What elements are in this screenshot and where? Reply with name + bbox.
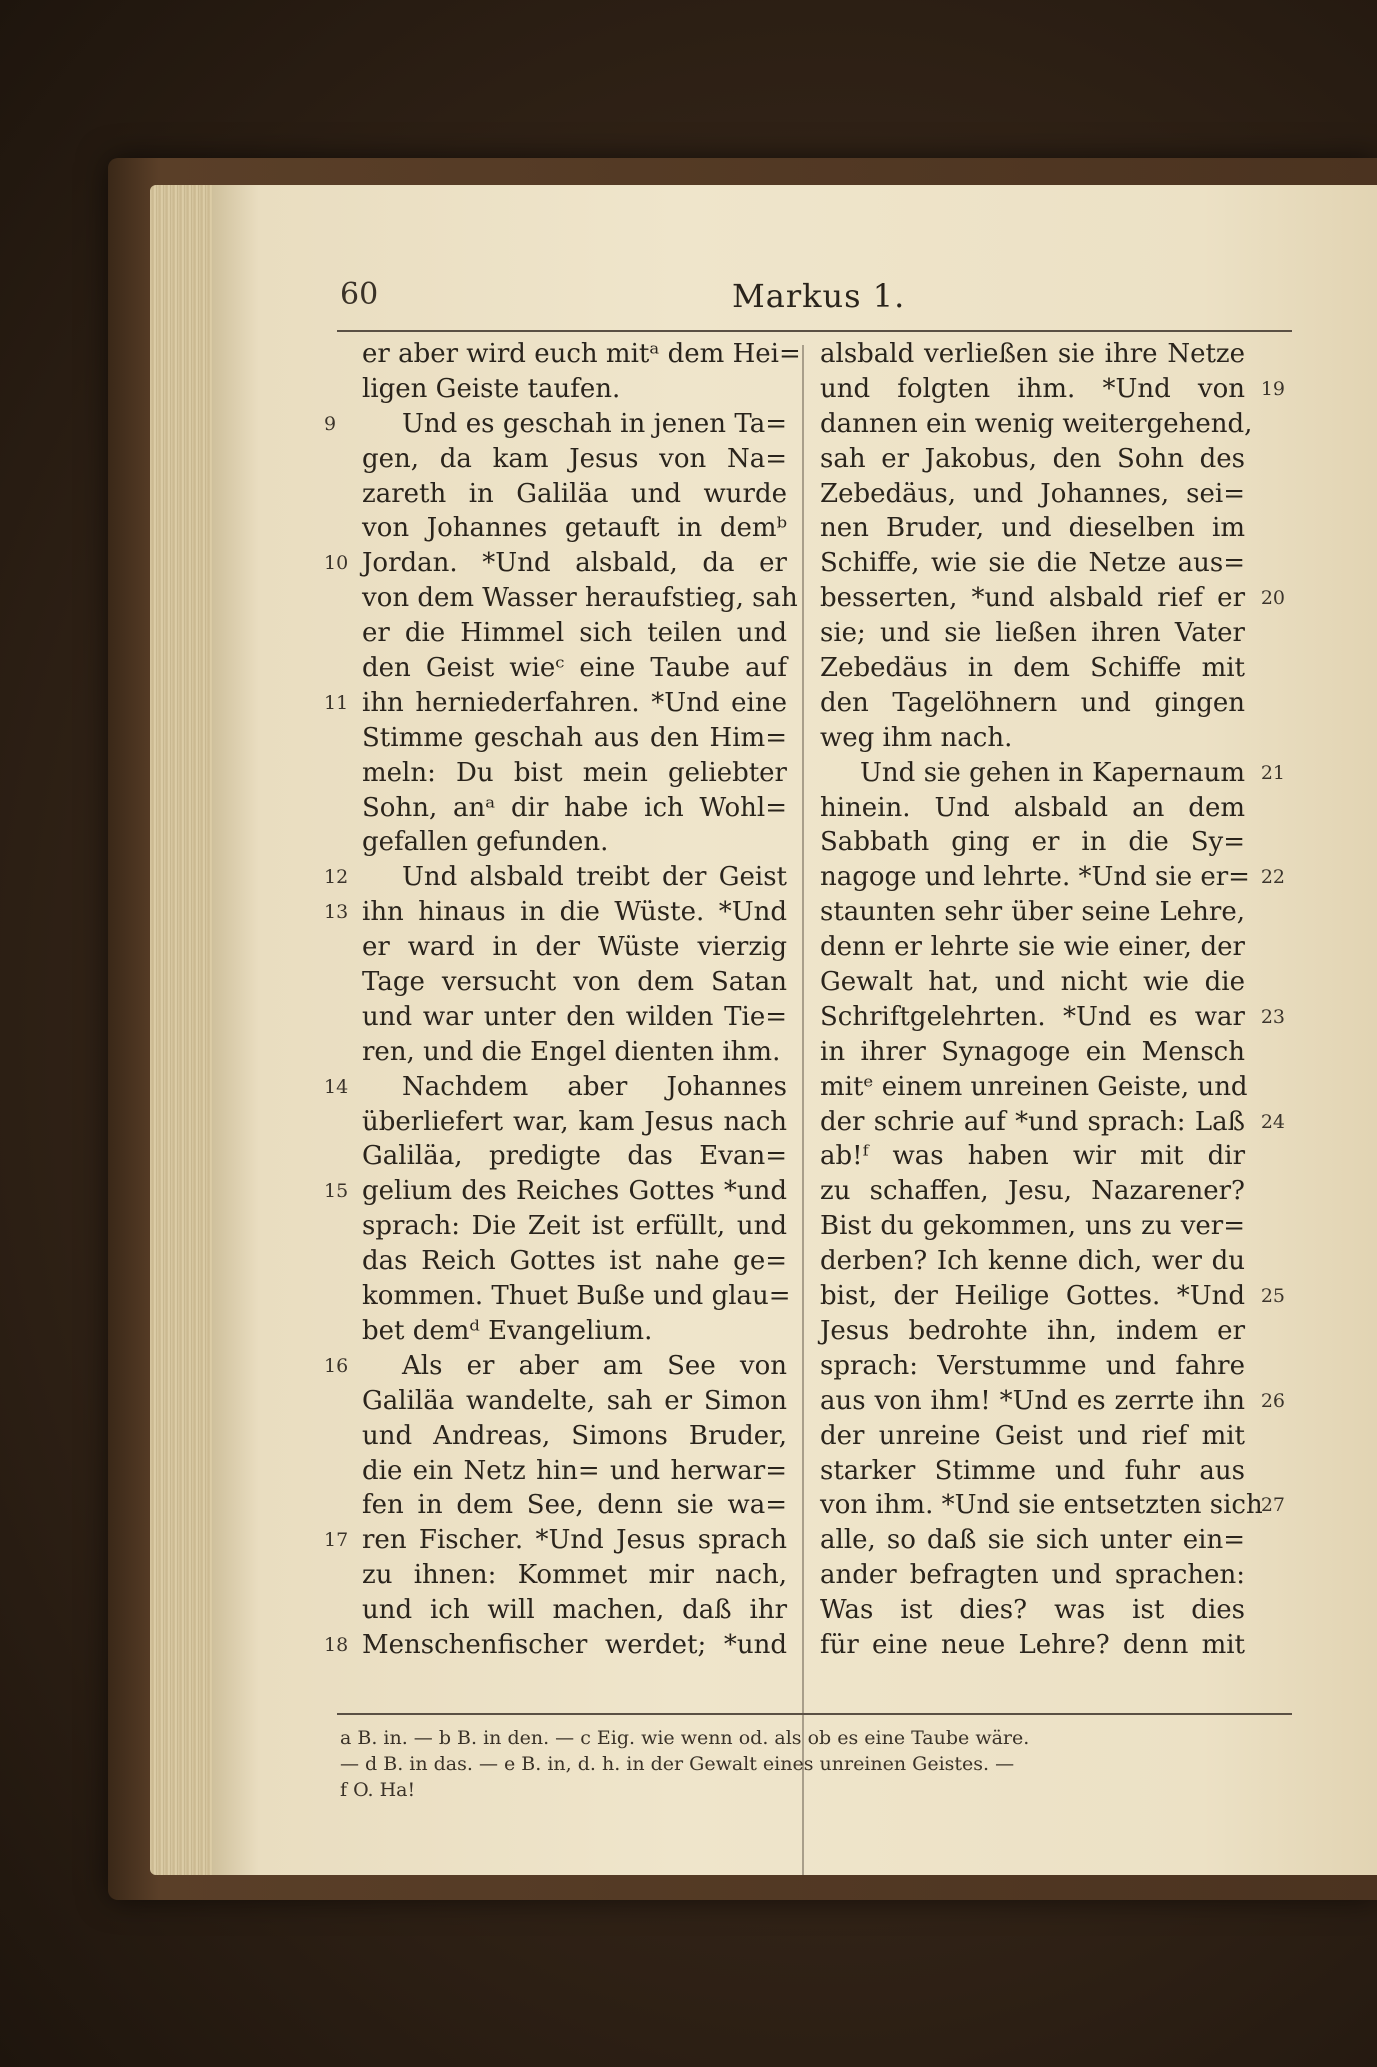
verse-number: 22	[1260, 866, 1285, 889]
text-line	[820, 791, 1245, 826]
line-text: ihn herniederfahren. *Und eine	[362, 687, 787, 718]
verse-number: 16	[324, 1354, 349, 1377]
running-head	[212, 277, 1292, 327]
text-line	[324, 1174, 787, 1209]
footnote-rule	[337, 1713, 1292, 1715]
text-line	[820, 511, 1245, 546]
left-column	[324, 337, 801, 1663]
verse-number: 11	[324, 691, 349, 714]
line-text: Sohn, anᵃ dir habe ich Wohl=	[362, 792, 787, 823]
verse-number: 23	[1260, 1005, 1285, 1028]
text-line	[362, 616, 787, 651]
line-text: die ein Netz hin= und herwar=	[362, 1455, 787, 1486]
line-text: Und sie gehen in Kapernaum	[860, 757, 1245, 788]
line-text: den Geist wieᶜ eine Taube auf	[362, 653, 787, 684]
line-text: nagoge und lehrte. *Und sie er=	[820, 862, 1250, 893]
line-text: von ihm. *Und sie entsetzten sich	[820, 1490, 1263, 1521]
book-page	[212, 185, 1377, 1875]
text-line	[362, 965, 787, 1000]
text-line	[820, 1105, 1285, 1140]
verse-number: 13	[324, 901, 349, 924]
text-line	[362, 651, 787, 686]
verse-number: 14	[324, 1075, 349, 1098]
line-text: Jesus bedrohte ihn, indem er	[820, 1315, 1245, 1346]
text-line	[362, 511, 787, 546]
verse-number: 25	[1260, 1285, 1285, 1308]
text-line	[324, 1523, 787, 1558]
text-line	[362, 825, 787, 860]
line-text: und Andreas, Simons Bruder,	[362, 1420, 787, 1451]
line-text: Tage versucht von dem Satan	[362, 967, 787, 998]
line-text: nen Bruder, und dieselben im	[820, 513, 1245, 544]
text-line	[820, 1279, 1285, 1314]
text-line	[820, 372, 1285, 407]
text-line	[820, 1070, 1248, 1105]
text-line	[362, 791, 787, 826]
text-line	[820, 860, 1285, 895]
line-text: weg ihm nach.	[820, 722, 1013, 753]
text-line	[820, 1174, 1245, 1209]
page-edges	[150, 185, 220, 1875]
line-text: mitᵉ einem unreinen Geiste, und	[820, 1071, 1248, 1102]
text-line	[820, 1593, 1245, 1628]
footnotes	[340, 1725, 1295, 1803]
line-text: ander befragten und sprachen:	[820, 1560, 1245, 1591]
text-line	[820, 1628, 1245, 1663]
line-text: den Tagelöhnern und gingen	[820, 687, 1245, 718]
line-text: Schriftgelehrten. *Und es war	[820, 1001, 1245, 1032]
text-line	[362, 1000, 787, 1035]
line-text: meln: Du bist mein geliebter	[362, 757, 787, 788]
verse-number: 18	[324, 1633, 349, 1656]
line-text: ren, und die Engel dienten ihm.	[362, 1036, 781, 1067]
line-text: staunten sehr über seine Lehre,	[820, 897, 1245, 928]
line-text: zu schaffen, Jesu, Nazarener?	[820, 1176, 1245, 1207]
line-text: Gewalt hat, und nicht wie die	[820, 967, 1245, 998]
line-text: ligen Geiste taufen.	[362, 373, 621, 404]
line-text: gelium des Reiches Gottes *und	[362, 1176, 787, 1207]
text-line	[362, 1035, 787, 1070]
right-column	[820, 337, 1285, 1663]
line-text: für eine neue Lehre? denn mit	[820, 1629, 1245, 1660]
text-line	[820, 1419, 1245, 1454]
line-text: bet demᵈ Evangelium.	[362, 1315, 653, 1346]
verse-number: 20	[1260, 587, 1285, 610]
line-text: Und es geschah in jenen Ta=	[402, 408, 787, 439]
line-text: starker Stimme und fuhr aus	[820, 1455, 1245, 1486]
line-text: ihn hinaus in die Wüste. *Und	[362, 897, 787, 928]
text-line	[324, 860, 787, 895]
line-text: sprach: Die Zeit ist erfüllt, und	[362, 1211, 787, 1242]
line-text: Menschenfischer werdet; *und	[362, 1629, 787, 1660]
line-text: zu ihnen: Kommet mir nach,	[362, 1560, 787, 1591]
line-text: er aber wird euch mitᵃ dem Hei=	[362, 339, 801, 369]
line-text: und ich will machen, daß ihr	[362, 1595, 787, 1626]
text-line	[324, 1070, 787, 1105]
text-line	[820, 1488, 1285, 1523]
line-text: Und alsbald treibt der Geist	[402, 862, 787, 893]
running-title: Markus 1.	[732, 277, 906, 315]
text-line	[362, 721, 787, 756]
text-line	[324, 895, 787, 930]
text-line	[820, 1314, 1245, 1349]
text-line	[362, 756, 787, 791]
line-text: Sabbath ging er in die Sy=	[820, 827, 1245, 858]
text-line	[820, 1000, 1285, 1035]
text-line	[362, 1419, 787, 1454]
line-text: er ward in der Wüste vierzig	[362, 932, 787, 963]
text-line	[324, 686, 787, 721]
line-text: Was ist dies? was ist dies	[820, 1595, 1245, 1626]
line-text: er die Himmel sich teilen und	[362, 618, 787, 649]
text-line	[820, 1523, 1245, 1558]
line-text: der unreine Geist und rief mit	[820, 1420, 1245, 1451]
verse-number: 9	[324, 412, 337, 435]
text-line	[820, 407, 1253, 442]
line-text: und folgten ihm. *Und von	[820, 373, 1245, 404]
verse-number: 17	[324, 1529, 349, 1552]
text-line	[362, 1314, 787, 1349]
line-text: alsbald verließen sie ihre Netze	[820, 339, 1245, 369]
text-line	[362, 1279, 791, 1314]
text-line	[362, 337, 801, 372]
text-line	[820, 965, 1245, 1000]
text-line	[362, 1593, 787, 1628]
text-line	[362, 581, 798, 616]
line-text: Galiläa wandelte, sah er Simon	[362, 1385, 787, 1416]
text-line	[820, 581, 1285, 616]
line-text: Galiläa, predigte das Evan=	[362, 1141, 787, 1172]
text-line	[820, 825, 1245, 860]
line-text: besserten, *und alsbald rief er	[820, 583, 1245, 614]
text-line	[820, 1139, 1245, 1174]
verse-number: 19	[1260, 377, 1285, 400]
text-line	[820, 1035, 1245, 1070]
text-line	[820, 1209, 1245, 1244]
text-line	[820, 1454, 1245, 1489]
line-text: hinein. Und alsbald an dem	[820, 792, 1245, 823]
text-line	[820, 651, 1245, 686]
text-line	[362, 1244, 787, 1279]
text-line	[820, 1558, 1245, 1593]
line-text: dannen ein wenig weitergehend,	[820, 408, 1253, 439]
line-text: und war unter den wilden Tie=	[362, 1001, 787, 1032]
text-line	[362, 1105, 787, 1140]
text-line	[820, 686, 1245, 721]
text-line	[820, 756, 1285, 791]
line-text: überliefert war, kam Jesus nach	[362, 1106, 787, 1137]
text-line	[362, 442, 787, 477]
text-line	[362, 477, 787, 512]
line-text: alle, so daß sie sich unter ein=	[820, 1525, 1245, 1556]
text-line	[820, 1244, 1245, 1279]
page-number: 60	[340, 277, 379, 312]
text-line	[820, 337, 1245, 372]
text-line	[362, 372, 787, 407]
line-text: Schiffe, wie sie die Netze aus=	[820, 548, 1245, 579]
line-text: das Reich Gottes ist nahe ge=	[362, 1246, 787, 1277]
verse-number: 10	[324, 552, 349, 575]
text-line	[362, 1558, 787, 1593]
text-line	[362, 1488, 787, 1523]
verse-number: 26	[1260, 1389, 1285, 1412]
line-text: sah er Jakobus, den Sohn des	[820, 443, 1245, 474]
line-text: fen in dem See, denn sie wa=	[362, 1490, 787, 1521]
line-text: kommen. Thuet Buße und glau=	[362, 1281, 791, 1312]
line-text: Nachdem aber Johannes	[402, 1071, 787, 1102]
text-line	[820, 616, 1245, 651]
line-text: sprach: Verstumme und fahre	[820, 1350, 1245, 1381]
verse-number: 12	[324, 866, 349, 889]
line-text: Jordan. *Und alsbald, da er	[362, 548, 787, 579]
column-divider	[802, 345, 804, 1875]
text-line	[362, 1139, 787, 1174]
line-text: Als er aber am See von	[402, 1350, 787, 1381]
footnote-line: a B. in. — b B. in den. — c Eig. wie wenn od. als ob es eine Taube wäre.	[340, 1727, 1030, 1749]
footnote-line: f O. Ha!	[340, 1779, 416, 1801]
text-line	[820, 930, 1245, 965]
line-text: Zebedäus in dem Schiffe mit	[820, 653, 1245, 684]
text-line	[820, 442, 1245, 477]
verse-number: 15	[324, 1180, 349, 1203]
line-text: derben? Ich kenne dich, wer du	[820, 1246, 1245, 1277]
line-text: gefallen gefunden.	[362, 827, 609, 858]
text-line	[324, 407, 787, 442]
header-rule	[337, 330, 1292, 332]
line-text: gen, da kam Jesus von Na=	[362, 443, 787, 474]
text-line	[362, 1454, 787, 1489]
line-text: ab!ᶠ was haben wir mit dir	[820, 1141, 1245, 1172]
text-line	[820, 721, 1245, 756]
line-text: ren Fischer. *Und Jesus sprach	[362, 1525, 787, 1556]
line-text: zareth in Galiläa und wurde	[362, 478, 787, 509]
line-text: Zebedäus, und Johannes, sei=	[820, 478, 1245, 509]
verse-number: 21	[1260, 761, 1285, 784]
text-line	[324, 1349, 787, 1384]
text-line	[324, 1628, 787, 1663]
text-line	[820, 1384, 1285, 1419]
text-line	[820, 895, 1245, 930]
text-line	[362, 1384, 787, 1419]
line-text: der schrie auf *und sprach: Laß	[820, 1106, 1245, 1137]
line-text: aus von ihm! *Und es zerrte ihn	[820, 1385, 1245, 1416]
text-line	[362, 1209, 787, 1244]
line-text: sie; und sie ließen ihren Vater	[820, 618, 1245, 649]
text-line	[362, 930, 787, 965]
text-line	[820, 1349, 1245, 1384]
line-text: von dem Wasser heraufstieg, sah	[362, 583, 798, 614]
text-line	[820, 477, 1245, 512]
line-text: Stimme geschah aus den Him=	[362, 722, 787, 753]
line-text: Bist du gekommen, uns zu ver=	[820, 1211, 1245, 1242]
line-text: denn er lehrte sie wie einer, der	[820, 932, 1245, 963]
text-line	[820, 546, 1245, 581]
line-text: bist, der Heilige Gottes. *Und	[820, 1281, 1245, 1312]
verse-number: 27	[1260, 1494, 1285, 1517]
line-text: in ihrer Synagoge ein Mensch	[820, 1036, 1245, 1067]
line-text: von Johannes getauft in demᵇ	[362, 513, 787, 544]
footnote-line: — d B. in das. — e B. in, d. h. in der Gewalt eines unreinen Geistes. —	[340, 1753, 1015, 1775]
verse-number: 24	[1260, 1110, 1285, 1133]
text-line	[324, 546, 787, 581]
